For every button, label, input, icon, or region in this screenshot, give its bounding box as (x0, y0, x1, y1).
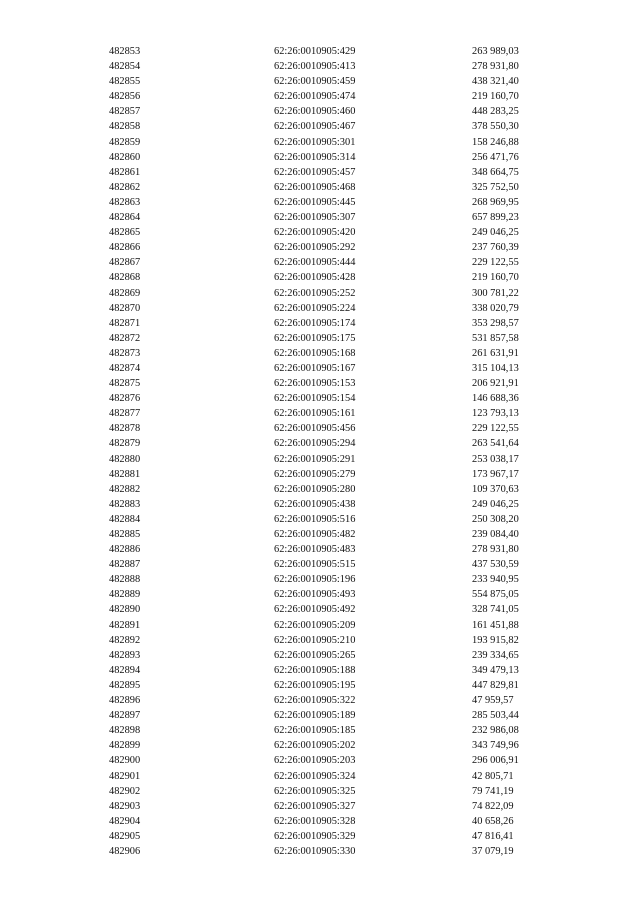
cadastral-number: 62:26:0010905:515 (274, 559, 356, 571)
row-id: 482859 (109, 136, 141, 148)
cadastral-value: 343 749,96 (472, 740, 519, 752)
table-row (0, 602, 640, 617)
cadastral-number: 62:26:0010905:327 (274, 800, 356, 812)
row-id: 482891 (109, 619, 141, 631)
cadastral-value: 79 741,19 (472, 785, 514, 797)
table-row (0, 406, 640, 421)
row-id: 482873 (109, 347, 141, 359)
row-id: 482888 (109, 574, 141, 586)
table-row (0, 769, 640, 784)
cadastral-value: 437 530,59 (472, 559, 519, 571)
table-row (0, 708, 640, 723)
table-row (0, 497, 640, 512)
cadastral-value: 250 308,20 (472, 513, 519, 525)
cadastral-value: 161 451,88 (472, 619, 519, 631)
cadastral-value: 353 298,57 (472, 317, 519, 329)
table-row (0, 180, 640, 195)
cadastral-number: 62:26:0010905:460 (274, 106, 356, 118)
row-id: 482868 (109, 272, 141, 284)
row-id: 482857 (109, 106, 141, 118)
table-row (0, 633, 640, 648)
row-id: 482864 (109, 212, 141, 224)
cadastral-number: 62:26:0010905:428 (274, 272, 356, 284)
cadastral-value: 237 760,39 (472, 242, 519, 254)
cadastral-value: 219 160,70 (472, 91, 519, 103)
cadastral-number: 62:26:0010905:492 (274, 604, 356, 616)
cadastral-number: 62:26:0010905:328 (274, 815, 356, 827)
cadastral-number: 62:26:0010905:324 (274, 770, 356, 782)
table-row (0, 104, 640, 119)
cadastral-value: 253 038,17 (472, 453, 519, 465)
cadastral-number: 62:26:0010905:202 (274, 740, 356, 752)
cadastral-number: 62:26:0010905:467 (274, 121, 356, 133)
cadastral-number: 62:26:0010905:322 (274, 695, 356, 707)
row-id: 482866 (109, 242, 141, 254)
cadastral-value: 74 822,09 (472, 800, 514, 812)
cadastral-value: 47 959,57 (472, 695, 514, 707)
row-id: 482887 (109, 559, 141, 571)
row-id: 482892 (109, 634, 141, 646)
table-row (0, 844, 640, 859)
cadastral-number: 62:26:0010905:188 (274, 664, 356, 676)
table-row (0, 799, 640, 814)
cadastral-value: 348 664,75 (472, 166, 519, 178)
cadastral-value: 37 079,19 (472, 845, 514, 857)
row-id: 482902 (109, 785, 141, 797)
cadastral-value: 173 967,17 (472, 468, 519, 480)
cadastral-number: 62:26:0010905:189 (274, 710, 356, 722)
cadastral-number: 62:26:0010905:468 (274, 181, 356, 193)
cadastral-value: 447 829,81 (472, 679, 519, 691)
table-row (0, 391, 640, 406)
cadastral-value: 448 283,25 (472, 106, 519, 118)
cadastral-value: 438 321,40 (472, 76, 519, 88)
cadastral-value: 328 741,05 (472, 604, 519, 616)
cadastral-number: 62:26:0010905:154 (274, 393, 356, 405)
cadastral-value: 193 915,82 (472, 634, 519, 646)
table-row (0, 753, 640, 768)
cadastral-value: 109 370,63 (472, 483, 519, 495)
row-id: 482867 (109, 257, 141, 269)
table-row (0, 678, 640, 693)
cadastral-number: 62:26:0010905:438 (274, 498, 356, 510)
cadastral-number: 62:26:0010905:483 (274, 544, 356, 556)
table-row (0, 331, 640, 346)
cadastral-value: 325 752,50 (472, 181, 519, 193)
cadastral-number: 62:26:0010905:167 (274, 362, 356, 374)
cadastral-value: 233 940,95 (472, 574, 519, 586)
table-row (0, 482, 640, 497)
row-id: 482860 (109, 151, 141, 163)
cadastral-number: 62:26:0010905:516 (274, 513, 356, 525)
cadastral-number: 62:26:0010905:456 (274, 423, 356, 435)
cadastral-value: 40 658,26 (472, 815, 514, 827)
row-id: 482899 (109, 740, 141, 752)
table-row (0, 270, 640, 285)
cadastral-value: 206 921,91 (472, 378, 519, 390)
row-id: 482889 (109, 589, 141, 601)
cadastral-value: 285 503,44 (472, 710, 519, 722)
row-id: 482898 (109, 725, 141, 737)
row-id: 482896 (109, 695, 141, 707)
table-row (0, 89, 640, 104)
cadastral-number: 62:26:0010905:445 (274, 196, 356, 208)
cadastral-number: 62:26:0010905:203 (274, 755, 356, 767)
row-id: 482872 (109, 332, 141, 344)
row-id: 482885 (109, 529, 141, 540)
table-row (0, 693, 640, 708)
table-row (0, 814, 640, 829)
table-row (0, 119, 640, 134)
cadastral-number: 62:26:0010905:292 (274, 242, 356, 254)
cadastral-number: 62:26:0010905:196 (274, 574, 356, 586)
table-row (0, 255, 640, 270)
row-id: 482900 (109, 755, 141, 767)
table-row (0, 436, 640, 451)
document-table (0, 44, 640, 859)
row-id: 482853 (109, 46, 141, 57)
row-id: 482880 (109, 453, 141, 465)
row-id: 482865 (109, 227, 141, 239)
table-row (0, 572, 640, 587)
table-row (0, 135, 640, 150)
cadastral-number: 62:26:0010905:209 (274, 619, 356, 631)
cadastral-number: 62:26:0010905:493 (274, 589, 356, 601)
cadastral-value: 263 541,64 (472, 438, 519, 450)
row-id: 482881 (109, 468, 141, 480)
cadastral-value: 146 688,36 (472, 393, 519, 405)
row-id: 482893 (109, 649, 141, 661)
cadastral-number: 62:26:0010905:291 (274, 453, 356, 465)
cadastral-value: 239 334,65 (472, 649, 519, 661)
cadastral-value: 263 989,03 (472, 46, 519, 57)
row-id: 482874 (109, 362, 141, 374)
row-id: 482886 (109, 544, 141, 556)
cadastral-number: 62:26:0010905:161 (274, 408, 356, 420)
cadastral-value: 296 006,91 (472, 755, 519, 767)
table-row (0, 286, 640, 301)
table-row (0, 829, 640, 844)
cadastral-number: 62:26:0010905:279 (274, 468, 356, 480)
cadastral-number: 62:26:0010905:185 (274, 725, 356, 737)
cadastral-number: 62:26:0010905:294 (274, 438, 356, 450)
table-row (0, 210, 640, 225)
cadastral-value: 229 122,55 (472, 257, 519, 269)
row-id: 482856 (109, 91, 141, 103)
row-id: 482897 (109, 710, 141, 722)
table-row (0, 74, 640, 89)
cadastral-number: 62:26:0010905:325 (274, 785, 356, 797)
row-id: 482879 (109, 438, 141, 450)
row-id: 482906 (109, 845, 141, 857)
cadastral-number: 62:26:0010905:224 (274, 302, 356, 314)
cadastral-value: 300 781,22 (472, 287, 519, 299)
table-row (0, 467, 640, 482)
cadastral-value: 349 479,13 (472, 664, 519, 676)
row-id: 482871 (109, 317, 141, 329)
row-id: 482869 (109, 287, 141, 299)
cadastral-value: 256 471,76 (472, 151, 519, 163)
cadastral-value: 657 899,23 (472, 212, 519, 224)
table-row (0, 150, 640, 165)
table-row (0, 557, 640, 572)
cadastral-value: 232 986,08 (472, 725, 519, 737)
cadastral-value: 219 160,70 (472, 272, 519, 284)
table-row (0, 361, 640, 376)
cadastral-value: 378 550,30 (472, 121, 519, 133)
cadastral-value: 554 875,05 (472, 589, 519, 601)
cadastral-value: 249 046,25 (472, 498, 519, 510)
cadastral-number: 62:26:0010905:474 (274, 91, 356, 103)
cadastral-number: 62:26:0010905:329 (274, 830, 356, 842)
row-id: 482858 (109, 121, 141, 133)
cadastral-number: 62:26:0010905:314 (274, 151, 356, 163)
cadastral-value: 531 857,58 (472, 332, 519, 344)
row-id: 482854 (109, 61, 141, 73)
cadastral-value: 239 084,40 (472, 529, 519, 540)
cadastral-number: 62:26:0010905:444 (274, 257, 356, 269)
table-row (0, 165, 640, 180)
cadastral-value: 278 931,80 (472, 544, 519, 556)
cadastral-number: 62:26:0010905:429 (274, 46, 356, 57)
table-row (0, 316, 640, 331)
cadastral-number: 62:26:0010905:280 (274, 483, 356, 495)
table-row (0, 738, 640, 753)
row-id: 482855 (109, 76, 141, 88)
table-row (0, 618, 640, 633)
row-id: 482895 (109, 679, 141, 691)
table-row (0, 195, 640, 210)
row-id: 482882 (109, 483, 141, 495)
table-row (0, 225, 640, 240)
row-id: 482905 (109, 830, 141, 842)
row-id: 482901 (109, 770, 141, 782)
row-id: 482903 (109, 800, 141, 812)
table-row (0, 784, 640, 799)
cadastral-number: 62:26:0010905:265 (274, 649, 356, 661)
cadastral-value: 261 631,91 (472, 347, 519, 359)
cadastral-number: 62:26:0010905:330 (274, 845, 356, 857)
cadastral-value: 47 816,41 (472, 830, 514, 842)
row-id: 482876 (109, 393, 141, 405)
row-id: 482883 (109, 498, 141, 510)
table-row (0, 376, 640, 391)
cadastral-number: 62:26:0010905:195 (274, 679, 356, 691)
table-row (0, 723, 640, 738)
table-row (0, 452, 640, 467)
cadastral-value: 315 104,13 (472, 362, 519, 374)
table-row (0, 44, 640, 59)
cadastral-number: 62:26:0010905:413 (274, 61, 356, 73)
row-id: 482870 (109, 302, 141, 314)
table-row (0, 240, 640, 255)
table-row (0, 663, 640, 678)
cadastral-value: 249 046,25 (472, 227, 519, 239)
cadastral-number: 62:26:0010905:153 (274, 378, 356, 390)
cadastral-value: 338 020,79 (472, 302, 519, 314)
row-id: 482875 (109, 378, 141, 390)
cadastral-number: 62:26:0010905:482 (274, 529, 356, 540)
row-id: 482894 (109, 664, 141, 676)
table-row (0, 346, 640, 361)
cadastral-number: 62:26:0010905:301 (274, 136, 356, 148)
table-row (0, 542, 640, 557)
table-row (0, 59, 640, 74)
table-row (0, 301, 640, 316)
table-row (0, 648, 640, 663)
cadastral-number: 62:26:0010905:420 (274, 227, 356, 239)
cadastral-number: 62:26:0010905:175 (274, 332, 356, 344)
table-row (0, 587, 640, 602)
cadastral-number: 62:26:0010905:307 (274, 212, 356, 224)
cadastral-number: 62:26:0010905:457 (274, 166, 356, 178)
cadastral-value: 229 122,55 (472, 423, 519, 435)
cadastral-value: 158 246,88 (472, 136, 519, 148)
row-id: 482884 (109, 513, 141, 525)
row-id: 482890 (109, 604, 141, 616)
cadastral-number: 62:26:0010905:168 (274, 347, 356, 359)
table-row (0, 512, 640, 527)
row-id: 482863 (109, 196, 141, 208)
row-id: 482904 (109, 815, 141, 827)
row-id: 482862 (109, 181, 141, 193)
table-row (0, 527, 640, 542)
cadastral-value: 268 969,95 (472, 196, 519, 208)
cadastral-number: 62:26:0010905:174 (274, 317, 356, 329)
cadastral-number: 62:26:0010905:210 (274, 634, 356, 646)
row-id: 482861 (109, 166, 141, 178)
row-id: 482877 (109, 408, 141, 420)
cadastral-number: 62:26:0010905:459 (274, 76, 356, 88)
cadastral-number: 62:26:0010905:252 (274, 287, 356, 299)
cadastral-value: 278 931,80 (472, 61, 519, 73)
cadastral-value: 123 793,13 (472, 408, 519, 420)
cadastral-value: 42 805,71 (472, 770, 514, 782)
table-row (0, 421, 640, 436)
row-id: 482878 (109, 423, 141, 435)
